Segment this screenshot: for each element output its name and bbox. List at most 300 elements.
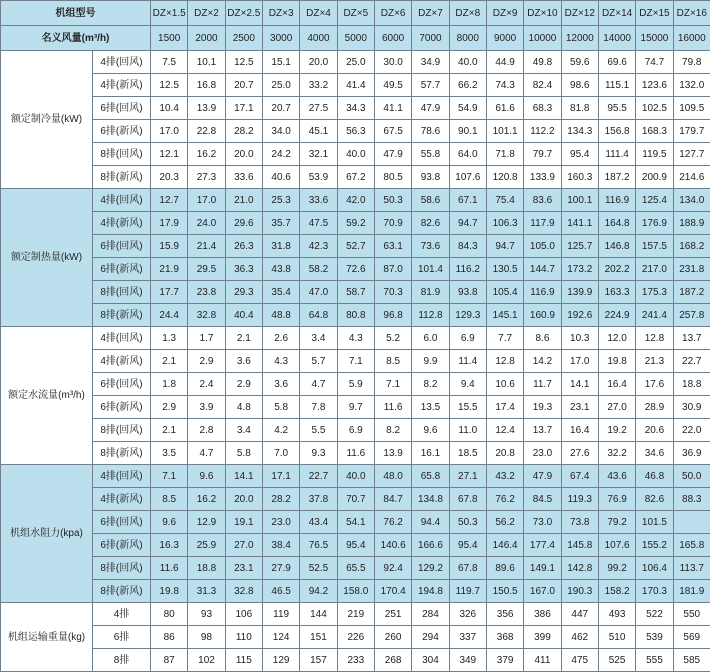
value-cell: 9.4 [449, 373, 486, 396]
value-cell: 294 [412, 626, 449, 649]
value-cell: 157.5 [636, 235, 673, 258]
value-cell: 40.4 [225, 304, 262, 327]
value-cell: 24.2 [262, 143, 299, 166]
table-row [1, 189, 710, 212]
airflow-cell: 14000 [598, 26, 635, 51]
value-cell: 20.0 [300, 51, 337, 74]
model-cell: DZ×3 [262, 1, 299, 26]
value-cell: 46.5 [262, 580, 299, 603]
value-cell: 53.9 [300, 166, 337, 189]
value-cell: 160.3 [561, 166, 598, 189]
value-cell: 94.7 [486, 235, 523, 258]
table-row [1, 258, 710, 281]
row-label: 6排(回风) [93, 373, 151, 396]
table-row [1, 350, 710, 373]
value-cell: 30.9 [673, 396, 710, 419]
value-cell: 81.9 [412, 281, 449, 304]
value-cell: 82.6 [636, 488, 673, 511]
value-cell: 233 [337, 649, 374, 672]
value-cell: 89.6 [486, 557, 523, 580]
value-cell: 16.8 [188, 74, 225, 97]
row-label: 6排(新风) [93, 396, 151, 419]
value-cell: 17.0 [188, 189, 225, 212]
value-cell: 74.7 [636, 51, 673, 74]
value-cell: 90.1 [449, 120, 486, 143]
value-cell: 25.0 [262, 74, 299, 97]
value-cell: 78.6 [412, 120, 449, 143]
value-cell: 17.7 [151, 281, 188, 304]
value-cell: 163.3 [598, 281, 635, 304]
row-label: 8排(新风) [93, 304, 151, 327]
value-cell: 10.6 [486, 373, 523, 396]
value-cell: 106.4 [636, 557, 673, 580]
value-cell: 98 [188, 626, 225, 649]
value-cell: 155.2 [636, 534, 673, 557]
value-cell: 13.5 [412, 396, 449, 419]
value-cell: 130.5 [486, 258, 523, 281]
value-cell: 12.1 [151, 143, 188, 166]
value-cell: 76.2 [486, 488, 523, 511]
row-label: 6排(回风) [93, 97, 151, 120]
value-cell: 105.4 [486, 281, 523, 304]
value-cell: 27.9 [262, 557, 299, 580]
value-cell: 65.8 [412, 465, 449, 488]
value-cell: 146.4 [486, 534, 523, 557]
value-cell: 141.1 [561, 212, 598, 235]
value-cell: 12.8 [636, 327, 673, 350]
value-cell: 95.4 [561, 143, 598, 166]
value-cell: 399 [524, 626, 561, 649]
value-cell: 86 [151, 626, 188, 649]
value-cell: 35.4 [262, 281, 299, 304]
table-row [1, 603, 710, 626]
table-row [1, 327, 710, 350]
value-cell: 15.9 [151, 235, 188, 258]
value-cell: 44.9 [486, 51, 523, 74]
value-cell: 4.8 [225, 396, 262, 419]
value-cell: 46.8 [636, 465, 673, 488]
value-cell: 510 [598, 626, 635, 649]
value-cell: 47.9 [374, 143, 411, 166]
value-cell: 8.2 [374, 419, 411, 442]
value-cell: 119 [262, 603, 299, 626]
row-label: 8排(新风) [93, 442, 151, 465]
value-cell: 117.9 [524, 212, 561, 235]
value-cell: 59.6 [561, 51, 598, 74]
model-cell: DZ×2 [188, 1, 225, 26]
table-row [1, 419, 710, 442]
value-cell: 125.7 [561, 235, 598, 258]
value-cell: 123.6 [636, 74, 673, 97]
value-cell: 116.9 [524, 281, 561, 304]
value-cell: 15.5 [449, 396, 486, 419]
value-cell: 4.3 [262, 350, 299, 373]
group-label: 机组运输重量(kg) [1, 603, 93, 672]
value-cell: 80 [151, 603, 188, 626]
value-cell: 129.3 [449, 304, 486, 327]
value-cell: 447 [561, 603, 598, 626]
value-cell: 368 [486, 626, 523, 649]
value-cell: 102.5 [636, 97, 673, 120]
airflow-header-row [1, 26, 710, 51]
model-cell: DZ×10 [524, 1, 561, 26]
value-cell: 27.0 [225, 534, 262, 557]
value-cell: 102 [188, 649, 225, 672]
value-cell: 379 [486, 649, 523, 672]
row-label: 4排(回风) [93, 327, 151, 350]
value-cell: 101.4 [412, 258, 449, 281]
value-cell: 82.6 [412, 212, 449, 235]
value-cell: 54.9 [449, 97, 486, 120]
value-cell: 115 [225, 649, 262, 672]
value-cell: 6.9 [337, 419, 374, 442]
value-cell: 2.9 [225, 373, 262, 396]
value-cell: 12.4 [486, 419, 523, 442]
airflow-cell: 3000 [262, 26, 299, 51]
value-cell: 9.6 [188, 465, 225, 488]
model-cell: DZ×1.5 [151, 1, 188, 26]
table-row [1, 281, 710, 304]
value-cell: 23.8 [188, 281, 225, 304]
value-cell: 1.7 [188, 327, 225, 350]
value-cell: 2.4 [188, 373, 225, 396]
value-cell: 132.0 [673, 74, 710, 97]
model-cell: DZ×9 [486, 1, 523, 26]
value-cell: 87.0 [374, 258, 411, 281]
airflow-cell: 1500 [151, 26, 188, 51]
value-cell: 82.4 [524, 74, 561, 97]
value-cell: 13.7 [524, 419, 561, 442]
value-cell: 33.2 [300, 74, 337, 97]
value-cell: 7.7 [486, 327, 523, 350]
value-cell: 5.8 [262, 396, 299, 419]
value-cell: 17.9 [151, 212, 188, 235]
value-cell: 10.1 [188, 51, 225, 74]
table-row [1, 465, 710, 488]
value-cell: 106.3 [486, 212, 523, 235]
value-cell: 7.5 [151, 51, 188, 74]
value-cell: 20.6 [636, 419, 673, 442]
value-cell: 93.8 [449, 281, 486, 304]
value-cell: 9.9 [412, 350, 449, 373]
value-cell: 11.6 [337, 442, 374, 465]
group-label: 机组水阻力(kpa) [1, 465, 93, 603]
table-row [1, 97, 710, 120]
value-cell: 84.3 [449, 235, 486, 258]
value-cell: 61.6 [486, 97, 523, 120]
row-label: 6排(新风) [93, 534, 151, 557]
value-cell: 145.8 [561, 534, 598, 557]
table-row [1, 51, 710, 74]
value-cell: 145.1 [486, 304, 523, 327]
airflow-label: 名义风量(m³/h) [1, 26, 151, 51]
value-cell: 43.2 [486, 465, 523, 488]
value-cell: 48.0 [374, 465, 411, 488]
value-cell: 20.0 [225, 143, 262, 166]
value-cell: 4.2 [262, 419, 299, 442]
value-cell: 156.8 [598, 120, 635, 143]
value-cell: 58.2 [300, 258, 337, 281]
value-cell: 20.7 [262, 97, 299, 120]
value-cell: 120.8 [486, 166, 523, 189]
value-cell: 14.2 [524, 350, 561, 373]
value-cell: 79.8 [673, 51, 710, 74]
value-cell: 47.5 [300, 212, 337, 235]
value-cell: 4.7 [188, 442, 225, 465]
value-cell: 1.8 [151, 373, 188, 396]
value-cell: 56.2 [486, 511, 523, 534]
value-cell: 17.1 [262, 465, 299, 488]
table-row [1, 396, 710, 419]
value-cell: 83.6 [524, 189, 561, 212]
value-cell: 87 [151, 649, 188, 672]
row-label: 4排(新风) [93, 488, 151, 511]
value-cell: 2.1 [225, 327, 262, 350]
value-cell: 9.6 [151, 511, 188, 534]
value-cell: 3.4 [300, 327, 337, 350]
value-cell: 50.0 [673, 465, 710, 488]
value-cell: 93.8 [412, 166, 449, 189]
value-cell: 76.5 [300, 534, 337, 557]
value-cell: 1.3 [151, 327, 188, 350]
value-cell: 5.9 [337, 373, 374, 396]
value-cell: 96.8 [374, 304, 411, 327]
value-cell: 24.0 [188, 212, 225, 235]
value-cell: 41.1 [374, 97, 411, 120]
value-cell: 101.1 [486, 120, 523, 143]
value-cell: 67.8 [449, 557, 486, 580]
value-cell: 76.2 [374, 511, 411, 534]
value-cell: 3.5 [151, 442, 188, 465]
row-label: 8排 [93, 649, 151, 672]
value-cell: 170.3 [636, 580, 673, 603]
value-cell: 24.4 [151, 304, 188, 327]
value-cell: 109.5 [673, 97, 710, 120]
value-cell: 144 [300, 603, 337, 626]
value-cell: 81.8 [561, 97, 598, 120]
value-cell: 3.4 [225, 419, 262, 442]
value-cell: 585 [673, 649, 710, 672]
value-cell: 16.4 [598, 373, 635, 396]
value-cell: 71.8 [486, 143, 523, 166]
value-cell: 55.8 [412, 143, 449, 166]
value-cell: 21.3 [636, 350, 673, 373]
value-cell: 26.3 [225, 235, 262, 258]
airflow-cell: 9000 [486, 26, 523, 51]
value-cell: 386 [524, 603, 561, 626]
value-cell: 125.4 [636, 189, 673, 212]
value-cell: 76.9 [598, 488, 635, 511]
value-cell: 190.3 [561, 580, 598, 603]
airflow-cell: 2000 [188, 26, 225, 51]
value-cell: 188.9 [673, 212, 710, 235]
table-row [1, 74, 710, 97]
table-row [1, 166, 710, 189]
value-cell: 2.6 [262, 327, 299, 350]
airflow-cell: 15000 [636, 26, 673, 51]
value-cell: 79.7 [524, 143, 561, 166]
value-cell: 119.5 [636, 143, 673, 166]
model-cell: DZ×4 [300, 1, 337, 26]
value-cell: 231.8 [673, 258, 710, 281]
value-cell: 75.4 [486, 189, 523, 212]
value-cell: 38.4 [262, 534, 299, 557]
value-cell: 36.9 [673, 442, 710, 465]
value-cell: 16.2 [188, 143, 225, 166]
value-cell: 57.7 [412, 74, 449, 97]
model-label: 机组型号 [1, 1, 151, 26]
value-cell: 5.2 [374, 327, 411, 350]
table-row [1, 120, 710, 143]
value-cell: 67.2 [337, 166, 374, 189]
value-cell: 16.2 [188, 488, 225, 511]
value-cell: 13.7 [673, 327, 710, 350]
value-cell: 144.7 [524, 258, 561, 281]
value-cell: 94.7 [449, 212, 486, 235]
value-cell: 115.1 [598, 74, 635, 97]
value-cell: 226 [337, 626, 374, 649]
row-label: 8排(新风) [93, 580, 151, 603]
value-cell: 34.6 [636, 442, 673, 465]
value-cell: 550 [673, 603, 710, 626]
value-cell: 13.9 [374, 442, 411, 465]
value-cell: 41.4 [337, 74, 374, 97]
value-cell: 146.8 [598, 235, 635, 258]
model-cell: DZ×15 [636, 1, 673, 26]
row-label: 6排(新风) [93, 120, 151, 143]
value-cell: 462 [561, 626, 598, 649]
value-cell: 22.0 [673, 419, 710, 442]
value-cell: 12.8 [486, 350, 523, 373]
value-cell: 21.0 [225, 189, 262, 212]
model-cell: DZ×6 [374, 1, 411, 26]
value-cell: 157 [300, 649, 337, 672]
value-cell: 40.0 [337, 143, 374, 166]
value-cell: 21.4 [188, 235, 225, 258]
value-cell: 2.1 [151, 350, 188, 373]
airflow-cell: 16000 [673, 26, 710, 51]
value-cell: 11.0 [449, 419, 486, 442]
table-row [1, 235, 710, 258]
value-cell: 94.4 [412, 511, 449, 534]
value-cell: 47.0 [300, 281, 337, 304]
table-row [1, 557, 710, 580]
model-cell: DZ×8 [449, 1, 486, 26]
value-cell: 68.3 [524, 97, 561, 120]
value-cell: 59.2 [337, 212, 374, 235]
value-cell: 111.4 [598, 143, 635, 166]
value-cell: 27.5 [300, 97, 337, 120]
value-cell: 34.0 [262, 120, 299, 143]
value-cell: 107.6 [449, 166, 486, 189]
value-cell: 194.8 [412, 580, 449, 603]
value-cell: 32.1 [300, 143, 337, 166]
airflow-cell: 12000 [561, 26, 598, 51]
value-cell: 2.9 [151, 396, 188, 419]
value-cell: 119.7 [449, 580, 486, 603]
value-cell: 214.6 [673, 166, 710, 189]
value-cell: 493 [598, 603, 635, 626]
value-cell: 134.3 [561, 120, 598, 143]
value-cell: 43.4 [300, 511, 337, 534]
value-cell: 217.0 [636, 258, 673, 281]
row-label: 6排(回风) [93, 235, 151, 258]
model-cell: DZ×5 [337, 1, 374, 26]
value-cell: 64.8 [300, 304, 337, 327]
value-cell: 65.5 [337, 557, 374, 580]
value-cell: 48.8 [262, 304, 299, 327]
value-cell: 168.3 [636, 120, 673, 143]
value-cell: 35.7 [262, 212, 299, 235]
value-cell: 107.6 [598, 534, 635, 557]
value-cell: 70.3 [374, 281, 411, 304]
value-cell: 260 [374, 626, 411, 649]
value-cell: 119.3 [561, 488, 598, 511]
value-cell: 64.0 [449, 143, 486, 166]
spec-table-body [1, 1, 710, 672]
value-cell: 337 [449, 626, 486, 649]
value-cell: 116.2 [449, 258, 486, 281]
value-cell: 12.7 [151, 189, 188, 212]
value-cell: 129.2 [412, 557, 449, 580]
group-label: 额定制热量(kW) [1, 189, 93, 327]
value-cell: 539 [636, 626, 673, 649]
value-cell: 8.2 [412, 373, 449, 396]
value-cell: 13.9 [188, 97, 225, 120]
value-cell: 37.8 [300, 488, 337, 511]
model-cell: DZ×12 [561, 1, 598, 26]
value-cell: 349 [449, 649, 486, 672]
value-cell: 113.7 [673, 557, 710, 580]
value-cell: 43.8 [262, 258, 299, 281]
value-cell: 17.1 [225, 97, 262, 120]
value-cell: 134.0 [673, 189, 710, 212]
row-label: 6排 [93, 626, 151, 649]
value-cell: 29.6 [225, 212, 262, 235]
value-cell: 30.0 [374, 51, 411, 74]
value-cell: 202.2 [598, 258, 635, 281]
value-cell: 7.1 [374, 373, 411, 396]
value-cell: 23.1 [225, 557, 262, 580]
value-cell: 4.3 [337, 327, 374, 350]
value-cell: 7.1 [337, 350, 374, 373]
value-cell: 150.5 [486, 580, 523, 603]
row-label: 4排(新风) [93, 74, 151, 97]
value-cell: 160.9 [524, 304, 561, 327]
value-cell: 84.7 [374, 488, 411, 511]
value-cell: 25.9 [188, 534, 225, 557]
value-cell: 9.3 [300, 442, 337, 465]
value-cell: 67.8 [449, 488, 486, 511]
value-cell: 4.7 [300, 373, 337, 396]
row-label: 4排(回风) [93, 51, 151, 74]
value-cell: 164.8 [598, 212, 635, 235]
value-cell: 192.6 [561, 304, 598, 327]
row-label: 4排(回风) [93, 465, 151, 488]
value-cell: 40.6 [262, 166, 299, 189]
row-label: 4排(回风) [93, 189, 151, 212]
model-cell: DZ×14 [598, 1, 635, 26]
value-cell: 112.8 [412, 304, 449, 327]
value-cell: 14.1 [561, 373, 598, 396]
airflow-cell: 8000 [449, 26, 486, 51]
value-cell: 112.2 [524, 120, 561, 143]
value-cell: 149.1 [524, 557, 561, 580]
value-cell: 12.9 [188, 511, 225, 534]
value-cell: 73.0 [524, 511, 561, 534]
value-cell: 165.8 [673, 534, 710, 557]
value-cell: 16.1 [412, 442, 449, 465]
